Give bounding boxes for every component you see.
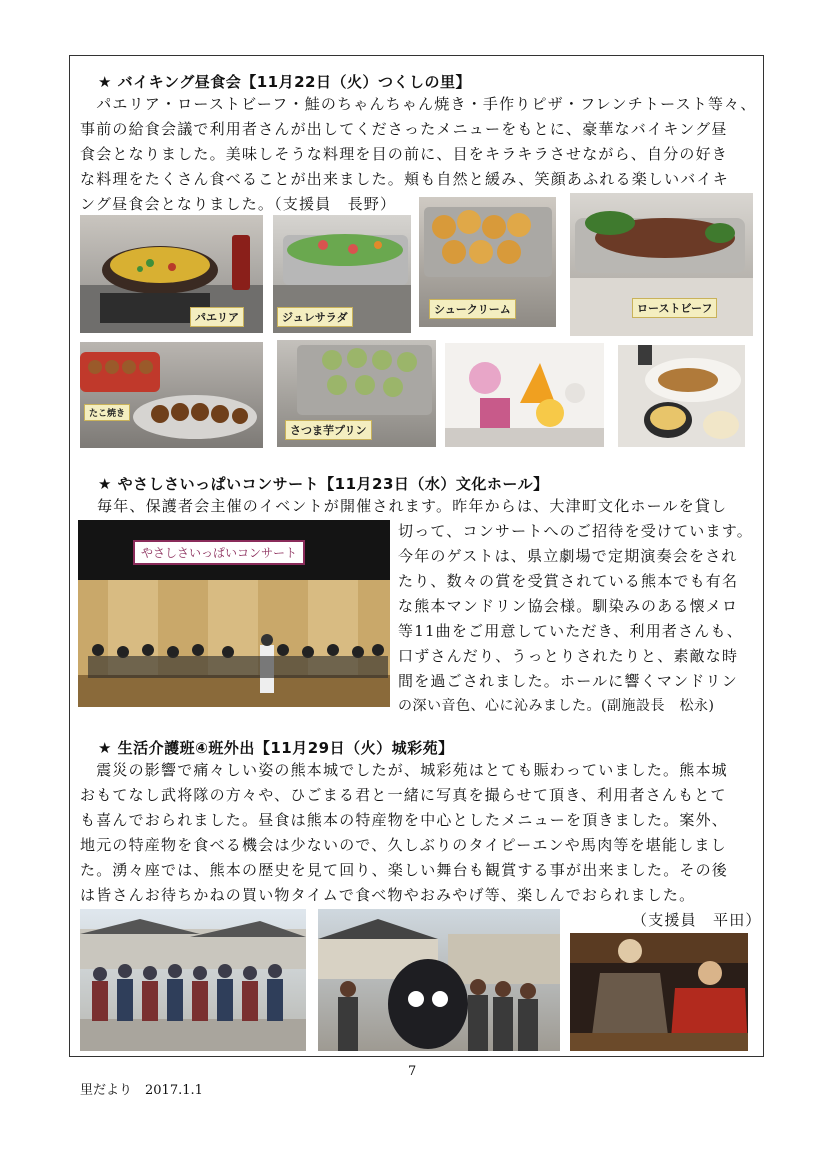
section3-line: 地元の特産物を食べる機会は少ないので、久しぶりのタイピーエンや馬肉等を堪能しまし [80, 836, 727, 854]
section2-line: 口ずさんだり、うっとりされたりと、素敵な時 [398, 647, 739, 665]
section2-heading: ★ やさしさいっぱいコンサート【11月23日（水）文化ホール】 [98, 475, 549, 493]
section2-line: な熊本マンドリン協会様。馴染みのある懐メロ [398, 597, 739, 615]
section3-line: 震災の影響で痛々しい姿の熊本城でしたが、城彩苑はとても賑わっていました。熊本城 [80, 761, 728, 779]
section2-line1: 毎年、保護者会主催のイベントが開催されます。昨年からは、大津町文化ホールを貸し [97, 497, 728, 515]
mascot-icon [318, 909, 560, 1051]
roast-label: ローストビーフ [632, 298, 717, 318]
section3-line: おもてなし武将隊の方々や、ひごまる君と一緒に写真を撮らせて頂き、利用者さんもとて [80, 786, 727, 804]
sweet-potato-pudding-photo [277, 340, 436, 447]
section3-signature: （支援員 平田） [632, 911, 762, 929]
section2-line: 等11曲をご用意していただき、利用者さんも、 [398, 622, 743, 640]
footer-text: 里だより 2017.1.1 [80, 1083, 203, 1098]
stage-play-photo [570, 933, 748, 1051]
section1-line: な料理をたくさん食べることが出来ました。頬も自然と緩み、笑顔あふれる楽しいバイキ [80, 170, 729, 188]
section3-body [80, 758, 728, 908]
concert-banner: やさしさいっぱいコンサート [133, 540, 305, 565]
satsuma-label: さつま芋プリン [285, 420, 372, 440]
higomaru-photo [318, 909, 560, 1051]
section1-line: 食会となりました。美味しそうな料理を目の前に、目をキラキラさせながら、自分の好き [80, 145, 729, 163]
plated-meal-icon [618, 345, 745, 447]
paella-label: パエリア [190, 307, 244, 327]
concert-photo [78, 520, 390, 707]
section3-heading: ★ 生活介護班④班外出【11月29日（火）城彩苑】 [98, 739, 454, 757]
section2-line: 間を過ごされました。ホールに響くマンドリン [398, 672, 738, 690]
roast-beef-photo [570, 193, 753, 336]
shu-label: シュークリーム [429, 299, 516, 319]
section3-line: た。湧々座では、熊本の歴史を見て回り、楽しい舞台も観賞する事が出来ました。その後 [80, 861, 729, 879]
section2-line: の深い音色、心に沁みました。(副施設長 松永) [398, 698, 715, 714]
paella-photo [80, 215, 263, 333]
page-number: 7 [408, 1064, 417, 1079]
section1-heading: ★ バイキング昼食会【11月22日（火）つくしの里】 [98, 73, 471, 91]
takoyaki-icon [80, 342, 263, 448]
section2-line: 今年のゲストは、県立劇場で定期演奏会をされ [398, 547, 738, 565]
section3-line: も喜んでおられました。昼食は熊本の特産物を中心としたメニューを頂きました。案外、 [80, 811, 729, 829]
section2-line: 切って、コンサートへのご招待を受けています。 [398, 522, 753, 540]
section3-line: は皆さんお待ちかねの買い物タイムで食べ物やおみやげ等、楽しんでおられました。 [80, 886, 696, 904]
section1-line: ング昼食会となりました。（支援員 長野） [80, 195, 397, 213]
section1-line: 事前の給食会議で利用者さんが出してくださったメニューをもとに、豪華なバイキング昼 [80, 120, 728, 138]
group-photo [80, 909, 306, 1051]
dessert-plate-icon [445, 343, 604, 447]
tako-label: たこ焼き [84, 404, 130, 421]
jure-salad-photo [273, 215, 411, 333]
dessert-photo [445, 343, 604, 447]
section1-line: パエリア・ローストビーフ・鮭のちゃんちゃん焼き・手作りピザ・フレンチトースト等々、 [80, 95, 757, 113]
section2-side-body [398, 519, 753, 719]
group-people-icon [80, 909, 306, 1051]
stage-actors-icon [570, 933, 748, 1051]
takoyaki-photo [80, 342, 263, 448]
cream-puff-photo [419, 197, 556, 327]
jure-label: ジュレサラダ [277, 307, 353, 327]
section2-line: たり、数々の賞を受賞されている熊本でも有名 [398, 572, 739, 590]
plated-meal-photo [618, 345, 745, 447]
